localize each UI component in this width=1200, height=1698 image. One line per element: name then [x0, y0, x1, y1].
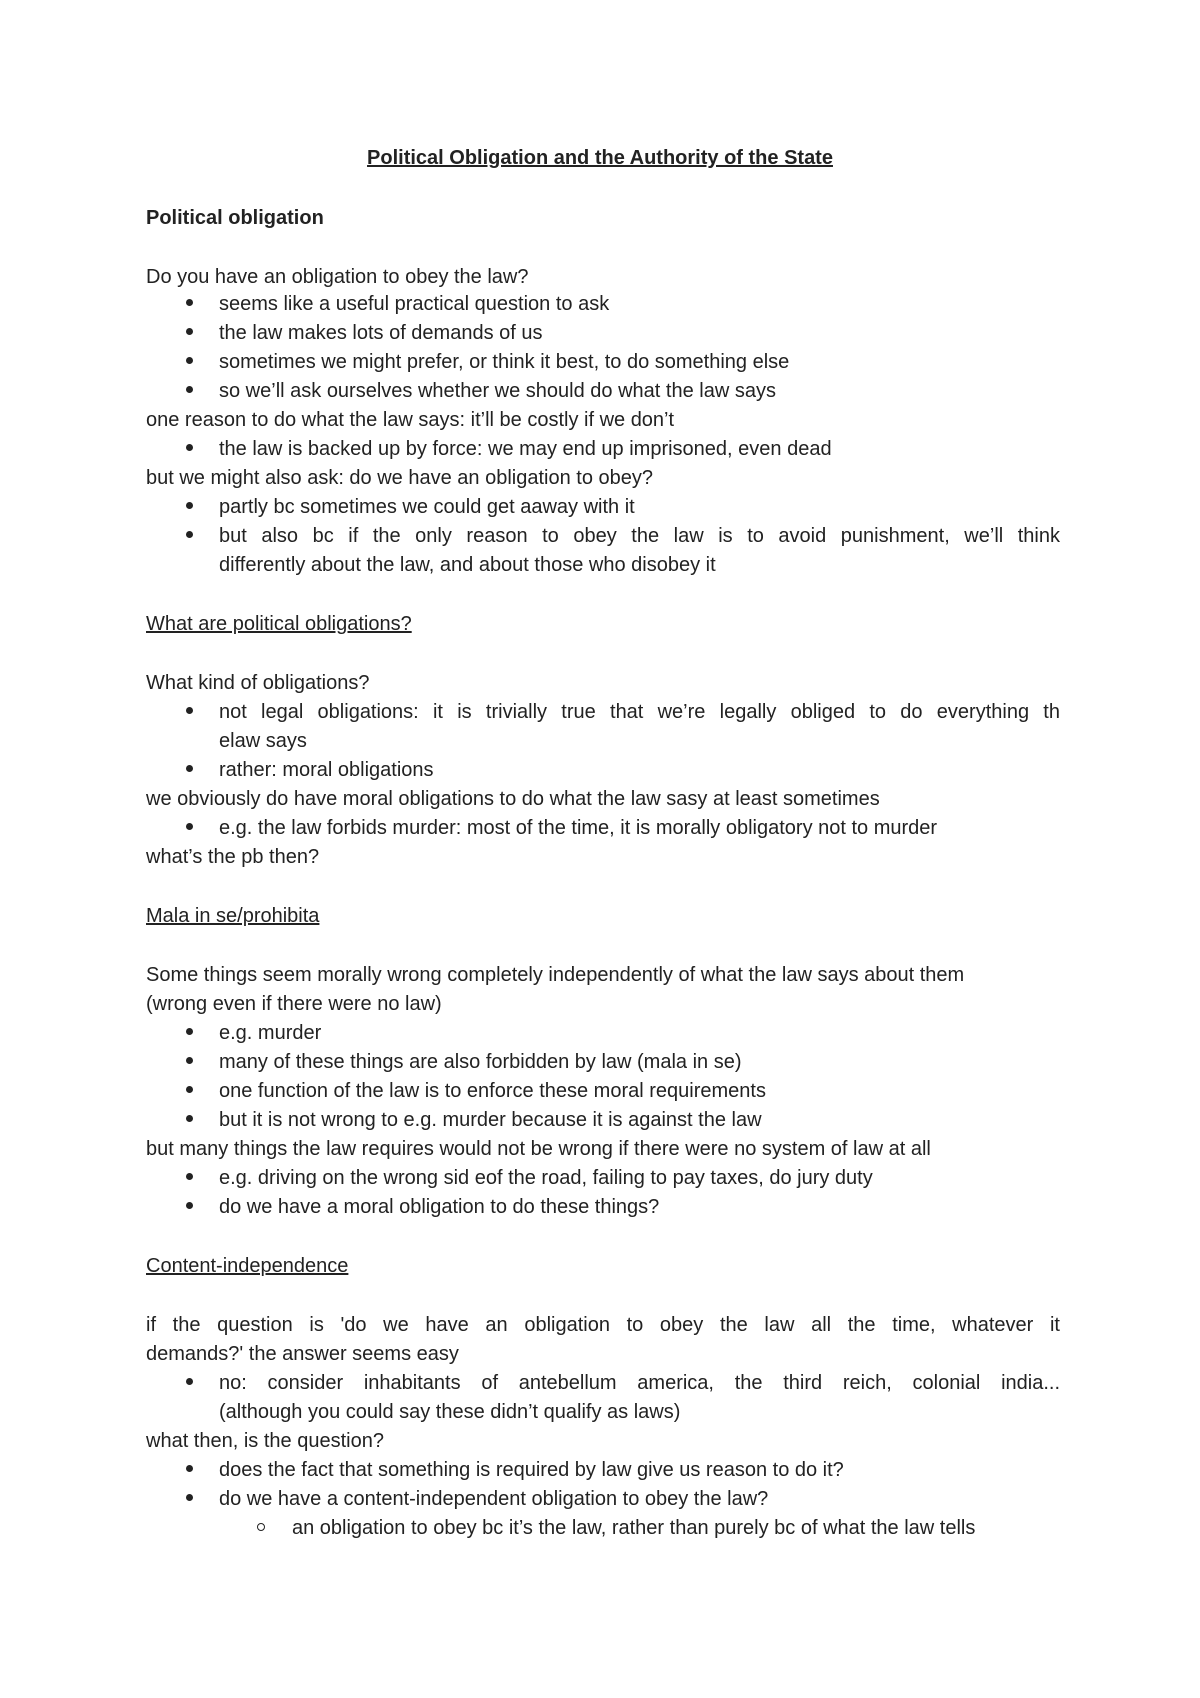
bullet-item: one function of the law is to enforce these moral requirements — [219, 1080, 766, 1102]
bullet-item: seems like a useful practical question to ask — [219, 293, 610, 315]
bullet-item: rather: moral obligations — [219, 759, 434, 781]
bullet-item-continuation: (although you could say these didn’t qualify as laws) — [219, 1401, 681, 1423]
bullet-dot-icon — [186, 1202, 193, 1209]
bullet-dot-icon — [186, 1028, 193, 1035]
sub-bullet-item: an obligation to obey bc it’s the law, rather than purely bc of what the law tells — [292, 1517, 976, 1539]
document-title: Political Obligation and the Authority of the State — [367, 147, 833, 169]
heading-political-obligation: Political obligation — [146, 207, 324, 229]
bullet-dot-icon — [186, 1086, 193, 1093]
subheading-mala-in-se: Mala in se/prohibita — [146, 905, 320, 927]
bullet-dot-icon — [186, 502, 193, 509]
paragraph-line: if the question is 'do we have an obligation to obey the law all the time, whatever it — [146, 1314, 1060, 1336]
bullet-dot-icon — [186, 1173, 193, 1180]
bullet-item: no: consider inhabitants of antebellum america, the third reich, colonial india... — [219, 1372, 1060, 1394]
bullet-dot-icon — [186, 531, 193, 538]
bullet-item: many of these things are also forbidden by law (mala in se) — [219, 1051, 742, 1073]
bullet-item: sometimes we might prefer, or think it best, to do something else — [219, 351, 790, 373]
bullet-dot-icon — [186, 386, 193, 393]
bullet-dot-icon — [186, 823, 193, 830]
paragraph-line: we obviously do have moral obligations to do what the law sasy at least sometimes — [146, 788, 880, 810]
subheading-political-obligations: What are political obligations? — [146, 613, 412, 635]
bullet-dot-icon — [186, 1465, 193, 1472]
paragraph-line: but many things the law requires would not be wrong if there were no system of law at all — [146, 1138, 931, 1160]
paragraph-line: Some things seem morally wrong completely independently of what the law says about them — [146, 964, 965, 986]
bullet-dot-icon — [186, 1115, 193, 1122]
paragraph-line: but we might also ask: do we have an obligation to obey? — [146, 467, 653, 489]
bullet-item: the law makes lots of demands of us — [219, 322, 543, 344]
bullet-item: e.g. murder — [219, 1022, 322, 1044]
bullet-dot-icon — [186, 328, 193, 335]
bullet-item: partly bc sometimes we could get aaway with it — [219, 496, 635, 518]
bullet-dot-icon — [186, 765, 193, 772]
bullet-item: do we have a moral obligation to do these things? — [219, 1196, 660, 1218]
bullet-item: but it is not wrong to e.g. murder because it is against the law — [219, 1109, 762, 1131]
bullet-item: but also bc if the only reason to obey the law is to avoid punishment, we’ll think — [219, 525, 1060, 547]
bullet-item-continuation: elaw says — [219, 730, 307, 752]
bullet-item: so we’ll ask ourselves whether we should do what the law says — [219, 380, 776, 402]
bullet-item: e.g. driving on the wrong sid eof the road, failing to pay taxes, do jury duty — [219, 1167, 873, 1189]
paragraph-line: Do you have an obligation to obey the law? — [146, 266, 529, 288]
bullet-item: the law is backed up by force: we may end up imprisoned, even dead — [219, 438, 832, 460]
bullet-dot-icon — [186, 444, 193, 451]
bullet-dot-icon — [186, 357, 193, 364]
bullet-item: not legal obligations: it is trivially true that we’re legally obliged to do everything th — [219, 701, 1060, 723]
paragraph-line: demands?' the answer seems easy — [146, 1343, 459, 1365]
bullet-item: do we have a content-independent obligation to obey the law? — [219, 1488, 769, 1510]
paragraph-line: what then, is the question? — [146, 1430, 384, 1452]
bullet-dot-icon — [186, 299, 193, 306]
bullet-item-continuation: differently about the law, and about those who disobey it — [219, 554, 716, 576]
paragraph-line: one reason to do what the law says: it’ll be costly if we don’t — [146, 409, 675, 431]
paragraph-line: (wrong even if there were no law) — [146, 993, 442, 1015]
bullet-dot-icon — [186, 707, 193, 714]
paragraph-line: What kind of obligations? — [146, 672, 370, 694]
bullet-circle-icon — [257, 1523, 265, 1531]
paragraph-line: what’s the pb then? — [146, 846, 320, 868]
bullet-dot-icon — [186, 1494, 193, 1501]
bullet-item: e.g. the law forbids murder: most of the time, it is morally obligatory not to murder — [219, 817, 938, 839]
bullet-dot-icon — [186, 1057, 193, 1064]
subheading-content-independence: Content-independence — [146, 1255, 349, 1277]
bullet-dot-icon — [186, 1378, 193, 1385]
bullet-item: does the fact that something is required by law give us reason to do it? — [219, 1459, 844, 1481]
